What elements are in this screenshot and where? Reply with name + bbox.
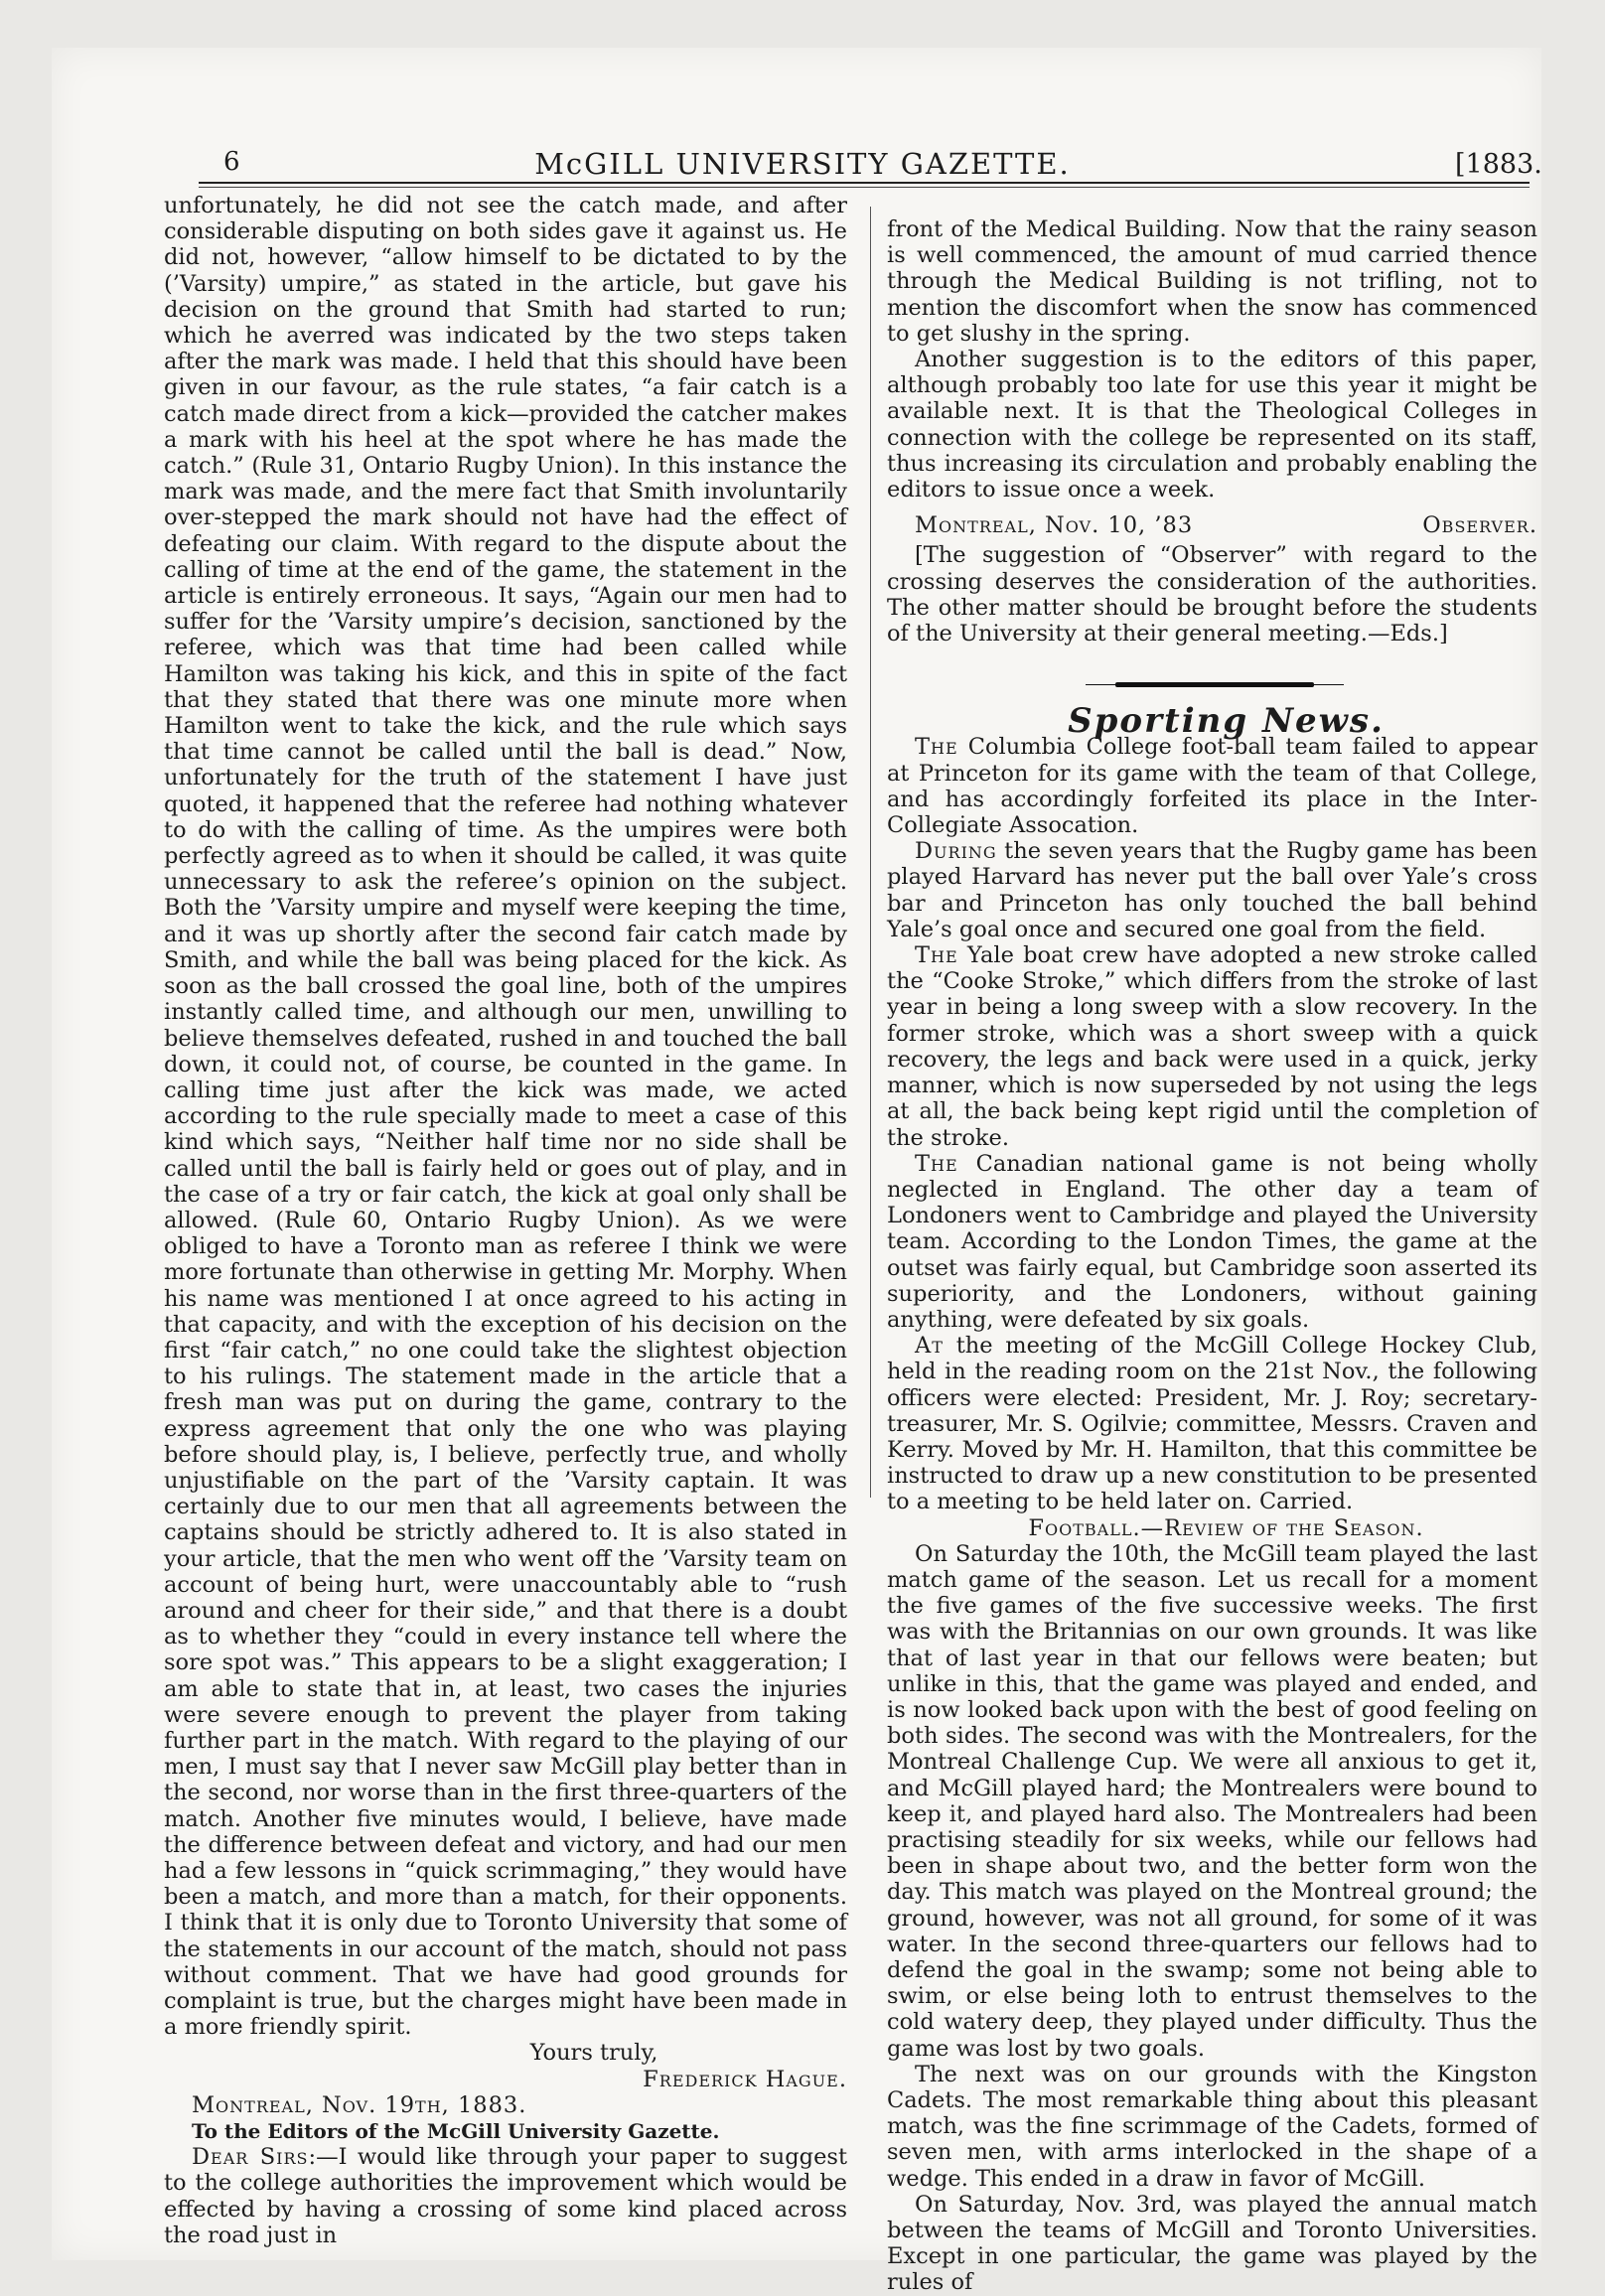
review-heading: Football.—Review of the Season. [1028, 1514, 1424, 1541]
review-paragraph: On Saturday the 10th, the McGill team played the last match game of the season. Let us recall for a moment the five games of the five successive weeks. The first was with the Britannias on our own grounds. It was like that of last year in that our fellows were beaten; but unlike in this, that the game was played and ended, and is now looked back upon with the best of good feeling on both sides. The second was with the Montrealers, for the Montreal Challenge Cup. We were all anxious to get it, and McGill played hard; the Montrealers were bound to keep it, and played hard also. The Montrealers had been practising steadily for six weeks, while our fellows had been in shape about two, and the better form won the day. This match was played on the Montreal ground; the ground, however, was not all ground, for some of it was water. In the second three-quarters our fellows had to defend the goal in the swamp; some not being able to swim, or else being loth to entrust themselves to the cold watery deep, they played under difficulty. Thus the game was lost by two goals. [887, 1540, 1537, 2062]
letter-continuation: front of the Medical Building. Now that the rainy season is well commenced, the amount of mud carried thence through the Medical Building is not trifling, not to mention the discomfort when the snow has commenced to get slushy in the spring. [887, 216, 1537, 347]
news-item [887, 1151, 1537, 1333]
letter-body-text: unfortunately, he did not see the catch made, and after considerable disputing on both sides gave it against us. He did not, however, “allow himself to be dictated to by the (’Varsity) umpire,” as stated in the article, but gave his decision on the ground that Smith had started to run; which he averred was indicated by the two steps taken after the mark was made. I held that this should have been given in our favour, as the rule states, “a fair catch is a catch made direct from a kick—provided the catcher makes a mark with his heel at the spot where he has made the catch.” (Rule 31, Ontario Rugby Union). In this instance the mark was made, and the mere fact that Smith involuntarily over-stepped the mark should not have had the effect of defeating our claim. With regard to the dispute about the calling of time at the end of the game, the statement in the article is entirely erroneous. It says, “Again our men had to suffer for the ’Varsity umpire’s decision, sanctioned by the referee, which was that time had been called while Hamilton was taking his kick, and this in spite of the fact that they stated that there was one minute more when Hamilton went to take the kick, and the rule which says that time cannot be called until the ball is dead.” Now, unfortunately for the truth of the statement I have just quoted, it happened that the referee had nothing whatever to do with the calling of time. As the umpires were both perfectly agreed as to when it should be called, it was quite unnecessary to ask the referee’s opinion on the subject. Both the ’Varsity umpire and myself were keeping the time, and it was up shortly after the second fair catch made by Smith, and while the ball was being placed for the kick. As soon as the ball crossed the goal line, both of the umpires instantly called time, and although our men, unwilling to believe themselves defeated, rushed in and touched the ball down, it could not, of course, be counted in the game. In calling time just after the kick was made, we acted according to the rule specially made to meet a case of this kind which says, “Neither half time nor no side shall be called until the ball is fairly held or goes out of play, and in the case of a try or fair catch, the kick at goal only shall be allowed. (Rule 60, Ontario Rugby Union). As we were obliged to have a Toronto man as referee I think we were more fortunate than otherwise in getting Mr. Morphy. When his name was mentioned I at once agreed to his acting in that capacity, and with the exception of his decision on the first “fair catch,” no one could take the slightest objection to his rulings. The statement made in the article that a fresh man was put on during the game, contrary to the express agreement that only the one who was playing before should play, is, I believe, perfectly true, and wholly unjustifiable on the part of the ’Varsity captain. It was certainly due to our men that all agreements between the captains should be strictly adhered to. It is also stated in your article, that the men who went off the ’Varsity team on account of being hurt, were unaccountably able to “rush around and cheer for their side,” and that there is a doubt as to whether they “could in every instance tell where the sore spot was.” This appears to be a slight exaggeration; I am able to state that in, at least, two cases the injuries were severe enough to prevent the player from taking further part in the match. With regard to the playing of our men, I must say that I never saw McGill play better than in the second, nor worse than in the first three-quarters of the match. Another five minutes would, I believe, have made the difference between defeat and victory, and had our men had a few lessons in “quick scrimmaging,” they would have been a match, and more than a match, for their opponents. I think that it is only due to Toronto University that some of the statements in our account of the match, should not pass without comment. That we have had good grounds for complaint is true, but the charges might have been made in a more friendly spirit. [164, 193, 847, 2041]
letter-closing: Yours truly, [529, 2040, 658, 2067]
right-column [887, 216, 1537, 2296]
news-text: the seven years that the Rugby game has been played Harvard has never put the ball over Yale’s cross bar and Princeton has only touched the ball behind Yale’s goal once and secured one goal from the field. [887, 838, 1538, 942]
editorial-note: [The suggestion of “Observer” with regard to the crossing deserves the consideration of the authorities. The other matter should be brought before the students of the University at their general meeting.—Eds.] [887, 542, 1537, 647]
news-item [887, 838, 1537, 942]
page-year: [1883. [1455, 149, 1542, 180]
news-item [887, 1333, 1537, 1514]
news-lead: The [915, 1150, 958, 1177]
section-ornament [887, 664, 1537, 704]
news-lead: At [915, 1333, 944, 1360]
sporting-news-heading: Sporting News. [1068, 701, 1385, 742]
to-editors-heading: To the Editors of the McGill University Gazette. [192, 2119, 720, 2144]
observer-signature: Observer. [1422, 512, 1537, 539]
letter-paragraph: Another suggestion is to the editors of this paper, although probably too late for use this year it might be available next. It is that the Theological Colleges in connection with the college be represented on its staff, thus increasing its circulation and probably enabling the editors to issue once a week. [887, 347, 1537, 503]
news-item [887, 734, 1537, 838]
page-number: 6 [223, 147, 240, 177]
news-text: Columbia College foot-ball team failed to appear at Princeton for its game with the team of that College, and has accordingly forfeited its place in the Inter-Collegiate Assocation. [887, 734, 1537, 839]
letter-signature: Frederick Hague. [643, 2066, 847, 2092]
news-text: the meeting of the McGill College Hockey Club, held in the reading room on the 21st Nov., the following officers were elected: President, Mr. J. Roy; secretary-treasurer, Mr. S. Ogilvie; committee, Messrs. Craven and Kerry. Moved by Mr. H. Hamilton, that this committee be instructed to draw up a new constitution to be presented to a meeting to be held later on. Carried. [887, 1333, 1537, 1515]
news-lead: The [915, 942, 958, 969]
news-text: Yale boat crew have adopted a new stroke called the “Cooke Stroke,” which differs from the stroke of last year in being a long sweep with a slow recovery. In the former stroke, which was a short sweep with a quick recovery, the legs and back were used in a quick, jerky manner, which is now superseded by not using the legs at all, the back being kept rigid until the completion of the stroke. [887, 942, 1537, 1151]
letter-salutation: Dear Sirs [192, 2144, 309, 2171]
observer-signoff [887, 512, 1537, 538]
letter-dateline: Montreal, Nov. 19th, 1883. [192, 2091, 527, 2118]
news-text: Canadian national game is not being wholly neglected in England. The other day a team of Londoners went to Cambridge and played the University team. According to the London Times, the game at the outset was fairly equal, but Cambridge soon asserted its superiority, and the Londoners, without gaining anything, were defeated by six goals. [887, 1150, 1537, 1333]
column-divider [870, 207, 871, 1498]
letter-opening-text: :—I would like through your paper to suggest to the college authorities the improvement which would be effected by having a crossing of some kind placed across the road just in [164, 2144, 847, 2248]
page-header [0, 0, 1605, 199]
letter-opening [164, 2144, 847, 2248]
ornament-bar [1115, 682, 1314, 687]
news-item [887, 942, 1537, 1151]
left-column [164, 193, 847, 2248]
observer-dateline: Montreal, Nov. 10, ’83 [915, 512, 1194, 539]
news-lead: During [915, 838, 997, 865]
news-lead: The [915, 734, 958, 761]
header-rule-thin [199, 187, 1530, 188]
review-paragraph: On Saturday, Nov. 3rd, was played the annual match between the teams of McGill and Toronto Universities. Except in one particular, the game was played by the rules of [887, 2191, 1537, 2296]
review-paragraph: The next was on our grounds with the Kingston Cadets. The most remarkable thing about this pleasant match, was the fine scrimmage of the Cadets, formed of seven men, with arms interlocked in the shape of a wedge. This ended in a draw in favor of McGill. [887, 2061, 1537, 2192]
publication-title: McGILL UNIVERSITY GAZETTE. [534, 147, 1071, 181]
header-rule [199, 182, 1530, 184]
